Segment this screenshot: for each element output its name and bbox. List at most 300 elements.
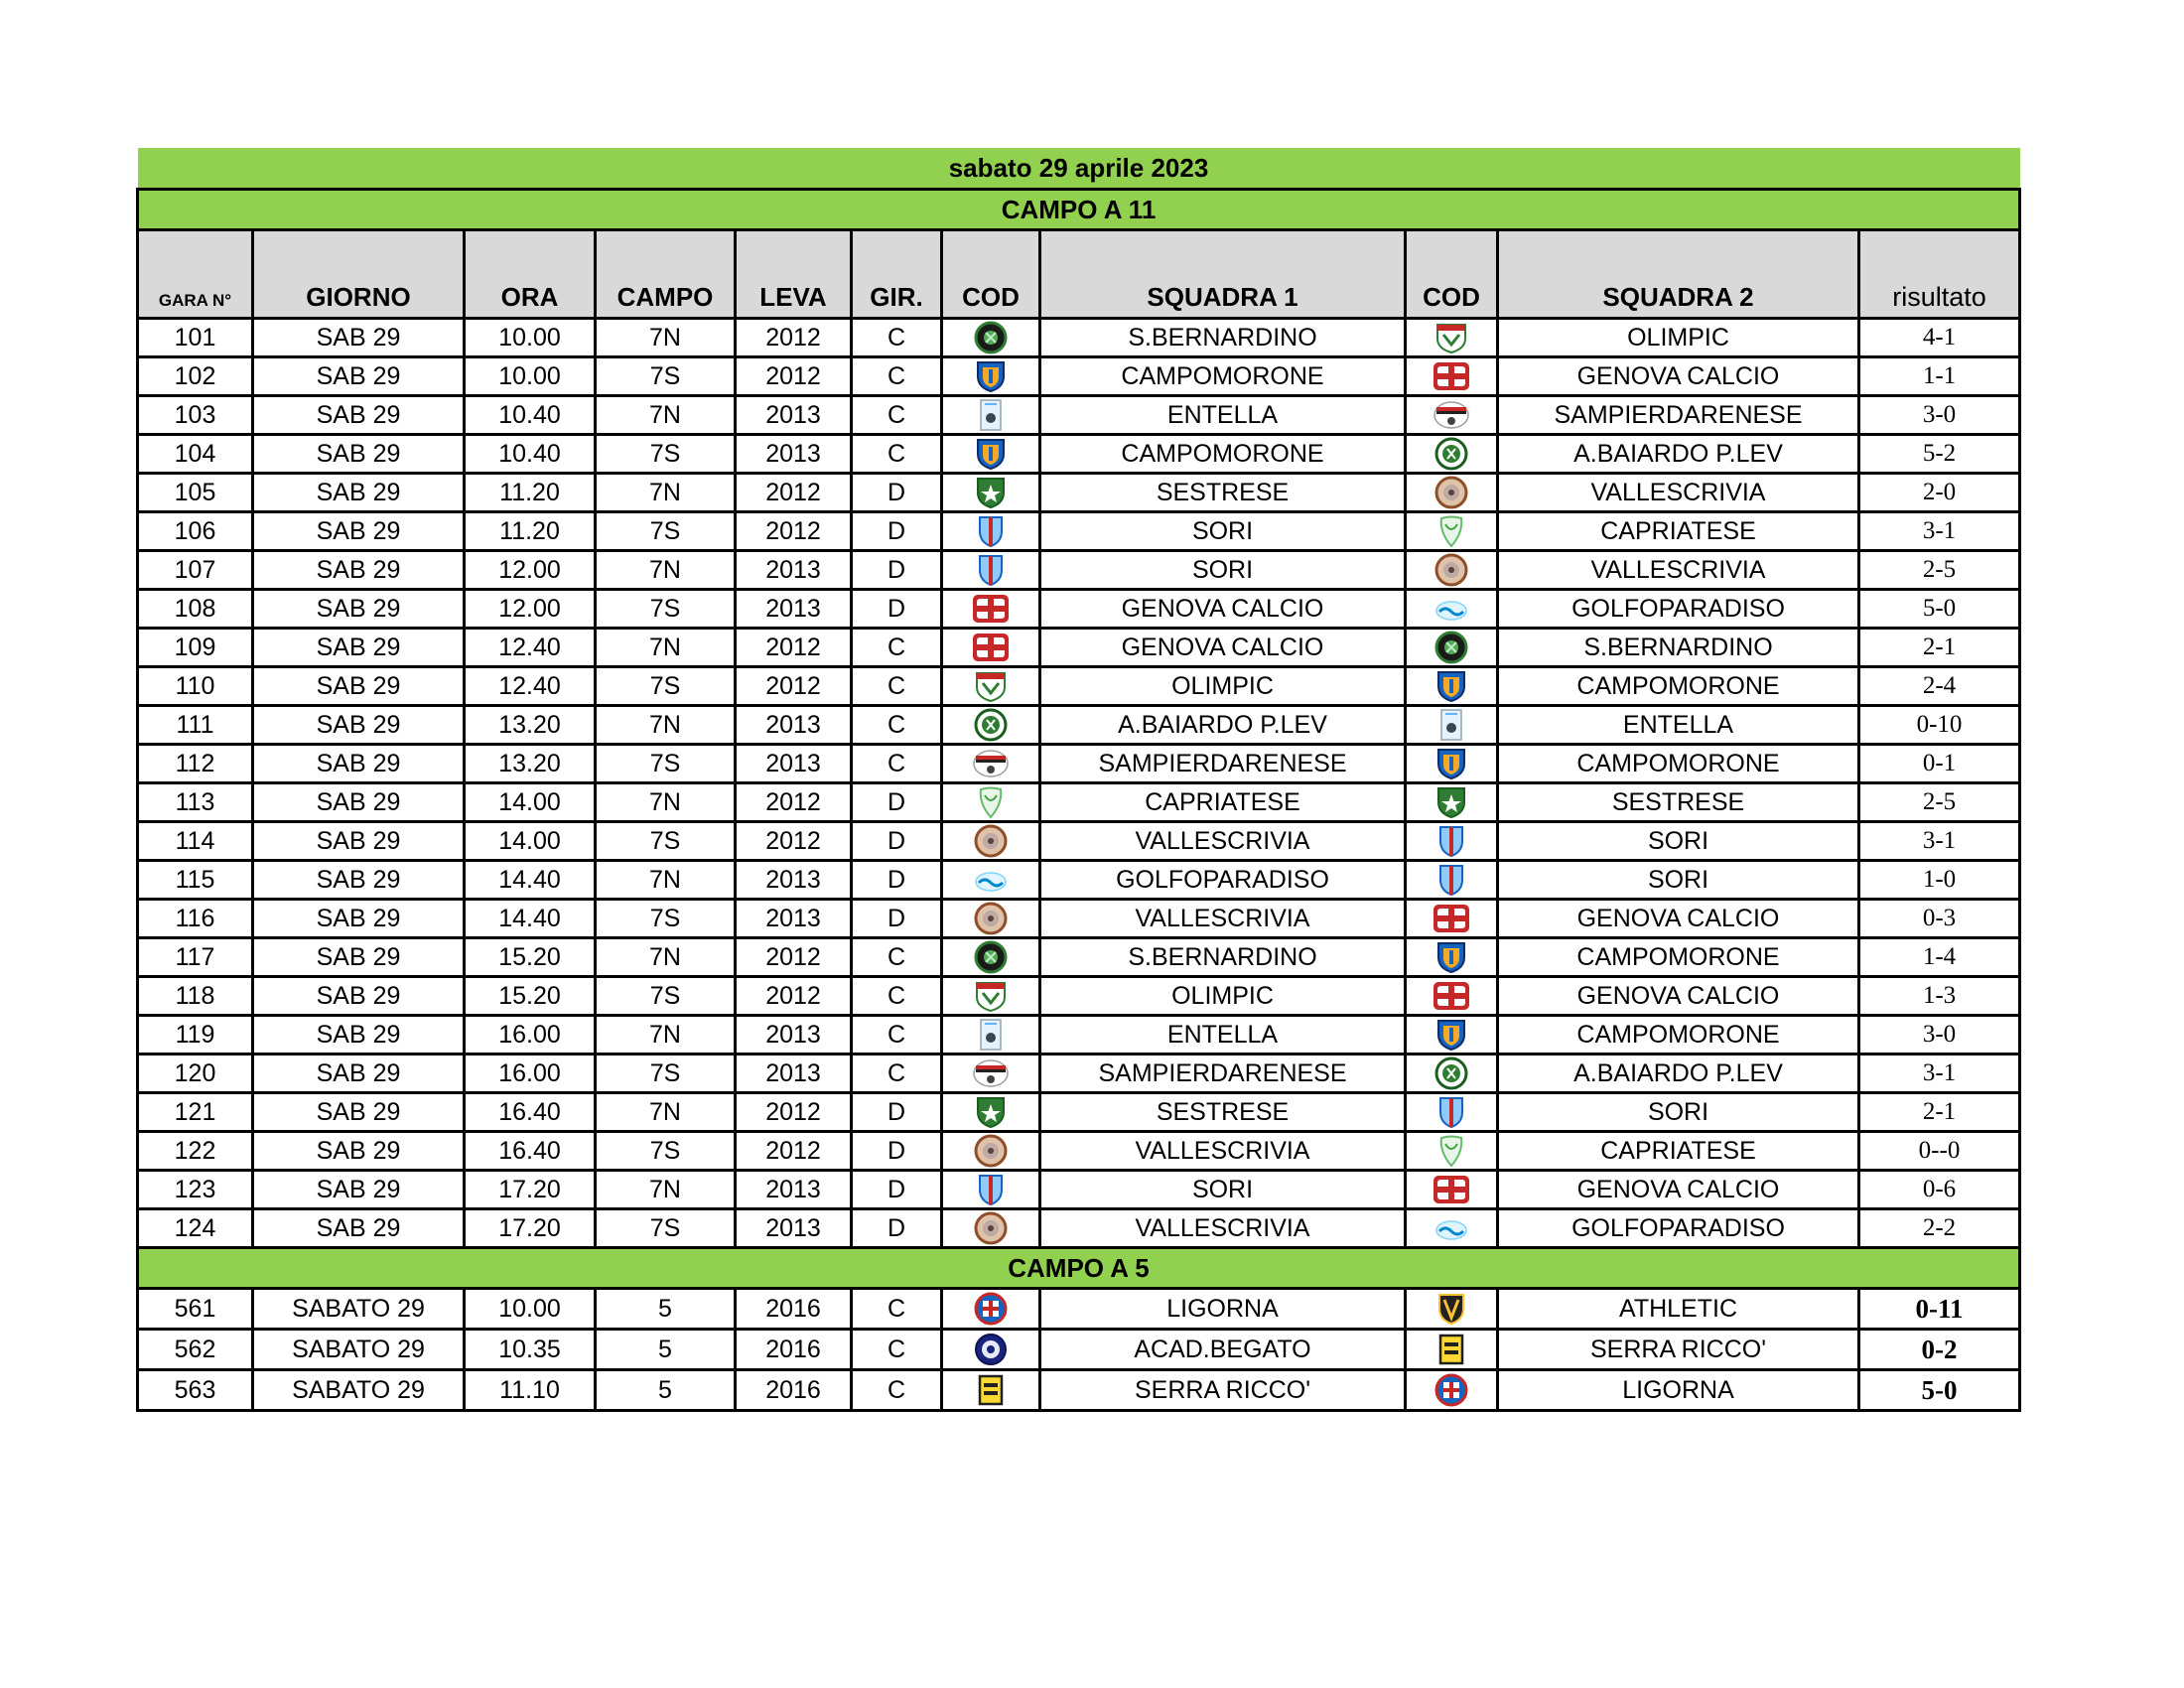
vallescrivia-logo-icon xyxy=(971,824,1011,858)
match-row xyxy=(138,1289,2020,1330)
match-number-cell: 106 xyxy=(138,512,253,551)
team-2-cell: CAPRIATESE xyxy=(1498,512,1859,551)
result-cell: 0-3 xyxy=(1859,900,2020,938)
genova-calcio-logo-icon xyxy=(971,631,1011,664)
day-cell: SAB 29 xyxy=(253,938,465,977)
time-cell: 16.00 xyxy=(465,1016,596,1055)
field-cell: 7N xyxy=(596,396,736,435)
header-giorno: GIORNO xyxy=(253,230,465,319)
header-squadra-2: SQUADRA 2 xyxy=(1498,230,1859,319)
year-cell: 2013 xyxy=(736,745,852,783)
team-2-cell: S.BERNARDINO xyxy=(1498,629,1859,667)
group-cell: D xyxy=(852,551,942,590)
result-cell: 2-5 xyxy=(1859,551,2020,590)
group-cell: D xyxy=(852,783,942,822)
golfoparadiso-logo-icon xyxy=(971,863,1011,897)
group-cell: C xyxy=(852,1016,942,1055)
team-1-logo-cell xyxy=(942,590,1040,629)
match-row xyxy=(138,1093,2020,1132)
team-1-logo-cell xyxy=(942,745,1040,783)
year-cell: 2012 xyxy=(736,1132,852,1171)
team-2-cell: GOLFOPARADISO xyxy=(1498,590,1859,629)
field-cell: 7S xyxy=(596,357,736,396)
capriatese-logo-icon xyxy=(971,785,1011,819)
sori-logo-icon xyxy=(1432,1095,1471,1129)
capriatese-logo-icon xyxy=(1432,514,1471,548)
match-row xyxy=(138,629,2020,667)
day-cell: SAB 29 xyxy=(253,1093,465,1132)
begato-logo-icon xyxy=(971,1333,1011,1366)
group-cell: C xyxy=(852,745,942,783)
team-1-cell: SERRA RICCO' xyxy=(1040,1370,1406,1411)
group-cell: C xyxy=(852,706,942,745)
team-1-cell: GENOVA CALCIO xyxy=(1040,629,1406,667)
team-1-logo-cell xyxy=(942,435,1040,474)
group-cell: D xyxy=(852,1209,942,1248)
match-row xyxy=(138,783,2020,822)
year-cell: 2012 xyxy=(736,977,852,1016)
team-2-logo-cell xyxy=(1406,551,1498,590)
time-cell: 15.20 xyxy=(465,977,596,1016)
field-cell: 7S xyxy=(596,1209,736,1248)
year-cell: 2013 xyxy=(736,551,852,590)
team-2-cell: SERRA RICCO' xyxy=(1498,1330,1859,1370)
team-1-cell: SESTRESE xyxy=(1040,474,1406,512)
time-cell: 12.40 xyxy=(465,667,596,706)
baiardo-logo-icon xyxy=(1432,437,1471,471)
time-cell: 17.20 xyxy=(465,1209,596,1248)
year-cell: 2012 xyxy=(736,357,852,396)
day-cell: SAB 29 xyxy=(253,629,465,667)
header-gir: GIR. xyxy=(852,230,942,319)
match-number-cell: 108 xyxy=(138,590,253,629)
team-1-logo-cell xyxy=(942,706,1040,745)
year-cell: 2013 xyxy=(736,706,852,745)
team-2-logo-cell xyxy=(1406,900,1498,938)
team-1-logo-cell xyxy=(942,629,1040,667)
field-cell: 7N xyxy=(596,629,736,667)
team-2-logo-cell xyxy=(1406,474,1498,512)
sestrese-logo-icon xyxy=(971,476,1011,509)
field-cell: 7N xyxy=(596,783,736,822)
team-1-logo-cell xyxy=(942,396,1040,435)
header-row xyxy=(138,230,2020,319)
group-cell: D xyxy=(852,590,942,629)
time-cell: 15.20 xyxy=(465,938,596,977)
year-cell: 2012 xyxy=(736,822,852,861)
match-row xyxy=(138,357,2020,396)
team-1-cell: CAPRIATESE xyxy=(1040,783,1406,822)
time-cell: 10.40 xyxy=(465,435,596,474)
team-2-logo-cell xyxy=(1406,861,1498,900)
team-2-cell: A.BAIARDO P.LEV xyxy=(1498,435,1859,474)
group-cell: C xyxy=(852,938,942,977)
team-1-cell: SORI xyxy=(1040,1171,1406,1209)
year-cell: 2013 xyxy=(736,1209,852,1248)
year-cell: 2012 xyxy=(736,474,852,512)
day-cell: SAB 29 xyxy=(253,1016,465,1055)
group-cell: D xyxy=(852,1132,942,1171)
day-cell: SAB 29 xyxy=(253,512,465,551)
field-cell: 7S xyxy=(596,745,736,783)
team-1-logo-cell xyxy=(942,667,1040,706)
team-1-cell: ENTELLA xyxy=(1040,1016,1406,1055)
result-cell: 1-4 xyxy=(1859,938,2020,977)
campomorone-logo-icon xyxy=(1432,669,1471,703)
team-2-cell: SESTRESE xyxy=(1498,783,1859,822)
match-row xyxy=(138,900,2020,938)
team-1-logo-cell xyxy=(942,1055,1040,1093)
day-cell: SAB 29 xyxy=(253,745,465,783)
team-1-cell: VALLESCRIVIA xyxy=(1040,1132,1406,1171)
team-1-cell: OLIMPIC xyxy=(1040,977,1406,1016)
time-cell: 16.40 xyxy=(465,1093,596,1132)
match-row xyxy=(138,822,2020,861)
day-cell: SAB 29 xyxy=(253,706,465,745)
match-number-cell: 105 xyxy=(138,474,253,512)
group-cell: C xyxy=(852,1289,942,1330)
result-cell: 5-2 xyxy=(1859,435,2020,474)
match-number-cell: 103 xyxy=(138,396,253,435)
match-number-cell: 113 xyxy=(138,783,253,822)
team-2-logo-cell xyxy=(1406,629,1498,667)
team-2-cell: SORI xyxy=(1498,1093,1859,1132)
result-cell: 1-3 xyxy=(1859,977,2020,1016)
match-number-cell: 101 xyxy=(138,319,253,357)
group-cell: C xyxy=(852,629,942,667)
team-2-logo-cell xyxy=(1406,1132,1498,1171)
team-1-cell: SAMPIERDARENESE xyxy=(1040,745,1406,783)
match-number-cell: 119 xyxy=(138,1016,253,1055)
year-cell: 2013 xyxy=(736,1171,852,1209)
time-cell: 14.00 xyxy=(465,783,596,822)
team-1-cell: GOLFOPARADISO xyxy=(1040,861,1406,900)
team-2-logo-cell xyxy=(1406,822,1498,861)
result-cell: 3-1 xyxy=(1859,822,2020,861)
team-1-cell: LIGORNA xyxy=(1040,1289,1406,1330)
time-cell: 16.40 xyxy=(465,1132,596,1171)
match-row xyxy=(138,1330,2020,1370)
ligorna-logo-icon xyxy=(971,1292,1011,1326)
team-1-logo-cell xyxy=(942,1016,1040,1055)
year-cell: 2013 xyxy=(736,861,852,900)
field-cell: 7S xyxy=(596,977,736,1016)
result-cell: 0-11 xyxy=(1859,1289,2020,1330)
team-2-cell: GENOVA CALCIO xyxy=(1498,900,1859,938)
day-cell: SAB 29 xyxy=(253,900,465,938)
year-cell: 2013 xyxy=(736,900,852,938)
day-cell: SABATO 29 xyxy=(253,1289,465,1330)
genova-calcio-logo-icon xyxy=(1432,359,1471,393)
group-cell: C xyxy=(852,667,942,706)
day-cell: SAB 29 xyxy=(253,1171,465,1209)
sbernardino-logo-icon xyxy=(1432,631,1471,664)
match-row xyxy=(138,1132,2020,1171)
result-cell: 1-0 xyxy=(1859,861,2020,900)
field-cell: 7S xyxy=(596,822,736,861)
section-title: CAMPO A 11 xyxy=(138,190,2020,230)
team-1-logo-cell xyxy=(942,1330,1040,1370)
year-cell: 2016 xyxy=(736,1330,852,1370)
match-number-cell: 104 xyxy=(138,435,253,474)
sori-logo-icon xyxy=(971,553,1011,587)
team-2-logo-cell xyxy=(1406,745,1498,783)
time-cell: 12.00 xyxy=(465,590,596,629)
team-2-logo-cell xyxy=(1406,319,1498,357)
match-row xyxy=(138,977,2020,1016)
match-row xyxy=(138,396,2020,435)
day-cell: SAB 29 xyxy=(253,822,465,861)
day-cell: SAB 29 xyxy=(253,861,465,900)
match-row xyxy=(138,706,2020,745)
team-1-logo-cell xyxy=(942,551,1040,590)
group-cell: D xyxy=(852,1171,942,1209)
header-ora: ORA xyxy=(465,230,596,319)
match-row xyxy=(138,319,2020,357)
team-1-cell: OLIMPIC xyxy=(1040,667,1406,706)
year-cell: 2013 xyxy=(736,1016,852,1055)
result-cell: 2-0 xyxy=(1859,474,2020,512)
golfoparadiso-logo-icon xyxy=(1432,1211,1471,1245)
match-number-cell: 563 xyxy=(138,1370,253,1411)
result-cell: 3-1 xyxy=(1859,1055,2020,1093)
year-cell: 2012 xyxy=(736,629,852,667)
field-cell: 7S xyxy=(596,435,736,474)
sori-logo-icon xyxy=(1432,824,1471,858)
match-number-cell: 107 xyxy=(138,551,253,590)
team-1-cell: ENTELLA xyxy=(1040,396,1406,435)
match-number-cell: 114 xyxy=(138,822,253,861)
team-1-logo-cell xyxy=(942,1289,1040,1330)
team-1-logo-cell xyxy=(942,977,1040,1016)
team-2-logo-cell xyxy=(1406,1171,1498,1209)
group-cell: D xyxy=(852,512,942,551)
team-2-cell: SAMPIERDARENESE xyxy=(1498,396,1859,435)
schedule-table xyxy=(136,148,2021,1412)
olimpic-logo-icon xyxy=(971,979,1011,1013)
team-1-logo-cell xyxy=(942,357,1040,396)
team-1-cell: CAMPOMORONE xyxy=(1040,357,1406,396)
match-number-cell: 116 xyxy=(138,900,253,938)
time-cell: 11.20 xyxy=(465,512,596,551)
sampierdarenese-logo-icon xyxy=(971,747,1011,780)
team-1-cell: S.BERNARDINO xyxy=(1040,938,1406,977)
result-cell: 5-0 xyxy=(1859,1370,2020,1411)
entella-logo-icon xyxy=(971,398,1011,432)
result-cell: 0-1 xyxy=(1859,745,2020,783)
match-row xyxy=(138,551,2020,590)
team-1-cell: ACAD.BEGATO xyxy=(1040,1330,1406,1370)
team-2-cell: LIGORNA xyxy=(1498,1370,1859,1411)
field-cell: 7S xyxy=(596,667,736,706)
genova-calcio-logo-icon xyxy=(1432,1173,1471,1206)
header-campo: CAMPO xyxy=(596,230,736,319)
team-1-logo-cell xyxy=(942,512,1040,551)
field-cell: 7S xyxy=(596,512,736,551)
serra-ricco-logo-icon xyxy=(1432,1333,1471,1366)
result-cell: 5-0 xyxy=(1859,590,2020,629)
schedule-sheet xyxy=(136,148,2018,1412)
team-2-logo-cell xyxy=(1406,977,1498,1016)
time-cell: 11.20 xyxy=(465,474,596,512)
result-cell: 2-1 xyxy=(1859,629,2020,667)
match-row xyxy=(138,938,2020,977)
header-cod-2: COD xyxy=(1406,230,1498,319)
team-2-cell: OLIMPIC xyxy=(1498,319,1859,357)
sestrese-logo-icon xyxy=(971,1095,1011,1129)
match-number-cell: 102 xyxy=(138,357,253,396)
field-cell: 7S xyxy=(596,1132,736,1171)
team-1-logo-cell xyxy=(942,1209,1040,1248)
field-cell: 7N xyxy=(596,938,736,977)
year-cell: 2012 xyxy=(736,667,852,706)
day-cell: SAB 29 xyxy=(253,357,465,396)
time-cell: 12.00 xyxy=(465,551,596,590)
year-cell: 2012 xyxy=(736,319,852,357)
section-title: CAMPO A 5 xyxy=(138,1248,2020,1289)
time-cell: 14.40 xyxy=(465,900,596,938)
campomorone-logo-icon xyxy=(1432,940,1471,974)
match-number-cell: 123 xyxy=(138,1171,253,1209)
result-cell: 0-6 xyxy=(1859,1171,2020,1209)
result-cell: 2-5 xyxy=(1859,783,2020,822)
team-1-logo-cell xyxy=(942,900,1040,938)
match-row xyxy=(138,1370,2020,1411)
group-cell: C xyxy=(852,357,942,396)
team-2-logo-cell xyxy=(1406,1330,1498,1370)
match-row xyxy=(138,1016,2020,1055)
match-number-cell: 111 xyxy=(138,706,253,745)
team-2-cell: SORI xyxy=(1498,822,1859,861)
field-cell: 7S xyxy=(596,900,736,938)
result-cell: 4-1 xyxy=(1859,319,2020,357)
time-cell: 11.10 xyxy=(465,1370,596,1411)
ligorna-logo-icon xyxy=(1432,1373,1471,1407)
team-2-logo-cell xyxy=(1406,590,1498,629)
athletic-logo-icon xyxy=(1432,1292,1471,1326)
vallescrivia-logo-icon xyxy=(971,902,1011,935)
sbernardino-logo-icon xyxy=(971,321,1011,354)
team-2-logo-cell xyxy=(1406,1093,1498,1132)
match-row xyxy=(138,667,2020,706)
time-cell: 10.00 xyxy=(465,357,596,396)
year-cell: 2013 xyxy=(736,590,852,629)
group-cell: D xyxy=(852,1093,942,1132)
result-cell: 2-2 xyxy=(1859,1209,2020,1248)
time-cell: 14.00 xyxy=(465,822,596,861)
team-2-cell: GOLFOPARADISO xyxy=(1498,1209,1859,1248)
date-row xyxy=(138,148,2020,190)
team-1-logo-cell xyxy=(942,1171,1040,1209)
team-2-cell: CAPRIATESE xyxy=(1498,1132,1859,1171)
match-number-cell: 124 xyxy=(138,1209,253,1248)
header-risultato: risultato xyxy=(1859,230,2020,319)
field-cell: 7N xyxy=(596,861,736,900)
time-cell: 10.00 xyxy=(465,1289,596,1330)
time-cell: 16.00 xyxy=(465,1055,596,1093)
team-2-logo-cell xyxy=(1406,357,1498,396)
field-cell: 7N xyxy=(596,474,736,512)
group-cell: D xyxy=(852,474,942,512)
team-1-logo-cell xyxy=(942,783,1040,822)
team-2-cell: GENOVA CALCIO xyxy=(1498,977,1859,1016)
campomorone-logo-icon xyxy=(971,359,1011,393)
team-1-logo-cell xyxy=(942,938,1040,977)
header-gara: GARA N° xyxy=(138,230,253,319)
field-cell: 5 xyxy=(596,1330,736,1370)
section-title-row xyxy=(138,190,2020,230)
team-2-logo-cell xyxy=(1406,435,1498,474)
year-cell: 2012 xyxy=(736,938,852,977)
team-1-logo-cell xyxy=(942,861,1040,900)
team-2-cell: CAMPOMORONE xyxy=(1498,667,1859,706)
sori-logo-icon xyxy=(1432,863,1471,897)
day-cell: SABATO 29 xyxy=(253,1330,465,1370)
header-squadra-1: SQUADRA 1 xyxy=(1040,230,1406,319)
day-cell: SAB 29 xyxy=(253,319,465,357)
year-cell: 2013 xyxy=(736,396,852,435)
match-number-cell: 110 xyxy=(138,667,253,706)
match-number-cell: 117 xyxy=(138,938,253,977)
campomorone-logo-icon xyxy=(1432,747,1471,780)
day-cell: SAB 29 xyxy=(253,551,465,590)
group-cell: C xyxy=(852,977,942,1016)
match-number-cell: 561 xyxy=(138,1289,253,1330)
team-2-logo-cell xyxy=(1406,667,1498,706)
match-row xyxy=(138,474,2020,512)
year-cell: 2016 xyxy=(736,1370,852,1411)
year-cell: 2016 xyxy=(736,1289,852,1330)
team-2-cell: CAMPOMORONE xyxy=(1498,1016,1859,1055)
year-cell: 2012 xyxy=(736,783,852,822)
genova-calcio-logo-icon xyxy=(971,592,1011,626)
entella-logo-icon xyxy=(971,1018,1011,1052)
team-1-cell: VALLESCRIVIA xyxy=(1040,1209,1406,1248)
vallescrivia-logo-icon xyxy=(1432,553,1471,587)
match-number-cell: 112 xyxy=(138,745,253,783)
capriatese-logo-icon xyxy=(1432,1134,1471,1168)
year-cell: 2012 xyxy=(736,512,852,551)
sori-logo-icon xyxy=(971,1173,1011,1206)
result-cell: 2-4 xyxy=(1859,667,2020,706)
team-2-logo-cell xyxy=(1406,1209,1498,1248)
team-1-logo-cell xyxy=(942,1093,1040,1132)
sampierdarenese-logo-icon xyxy=(971,1056,1011,1090)
result-cell: 0--0 xyxy=(1859,1132,2020,1171)
match-row xyxy=(138,1055,2020,1093)
result-cell: 3-0 xyxy=(1859,1016,2020,1055)
field-cell: 7N xyxy=(596,551,736,590)
result-cell: 0-2 xyxy=(1859,1330,2020,1370)
team-1-cell: VALLESCRIVIA xyxy=(1040,900,1406,938)
baiardo-logo-icon xyxy=(1432,1056,1471,1090)
team-2-logo-cell xyxy=(1406,783,1498,822)
team-1-cell: CAMPOMORONE xyxy=(1040,435,1406,474)
group-cell: C xyxy=(852,319,942,357)
serra-ricco-logo-icon xyxy=(971,1373,1011,1407)
genova-calcio-logo-icon xyxy=(1432,979,1471,1013)
field-cell: 7N xyxy=(596,1171,736,1209)
sbernardino-logo-icon xyxy=(971,940,1011,974)
team-1-cell: SORI xyxy=(1040,551,1406,590)
day-cell: SAB 29 xyxy=(253,977,465,1016)
year-cell: 2013 xyxy=(736,435,852,474)
team-2-cell: CAMPOMORONE xyxy=(1498,745,1859,783)
match-row xyxy=(138,745,2020,783)
sori-logo-icon xyxy=(971,514,1011,548)
result-cell: 1-1 xyxy=(1859,357,2020,396)
day-cell: SAB 29 xyxy=(253,1055,465,1093)
